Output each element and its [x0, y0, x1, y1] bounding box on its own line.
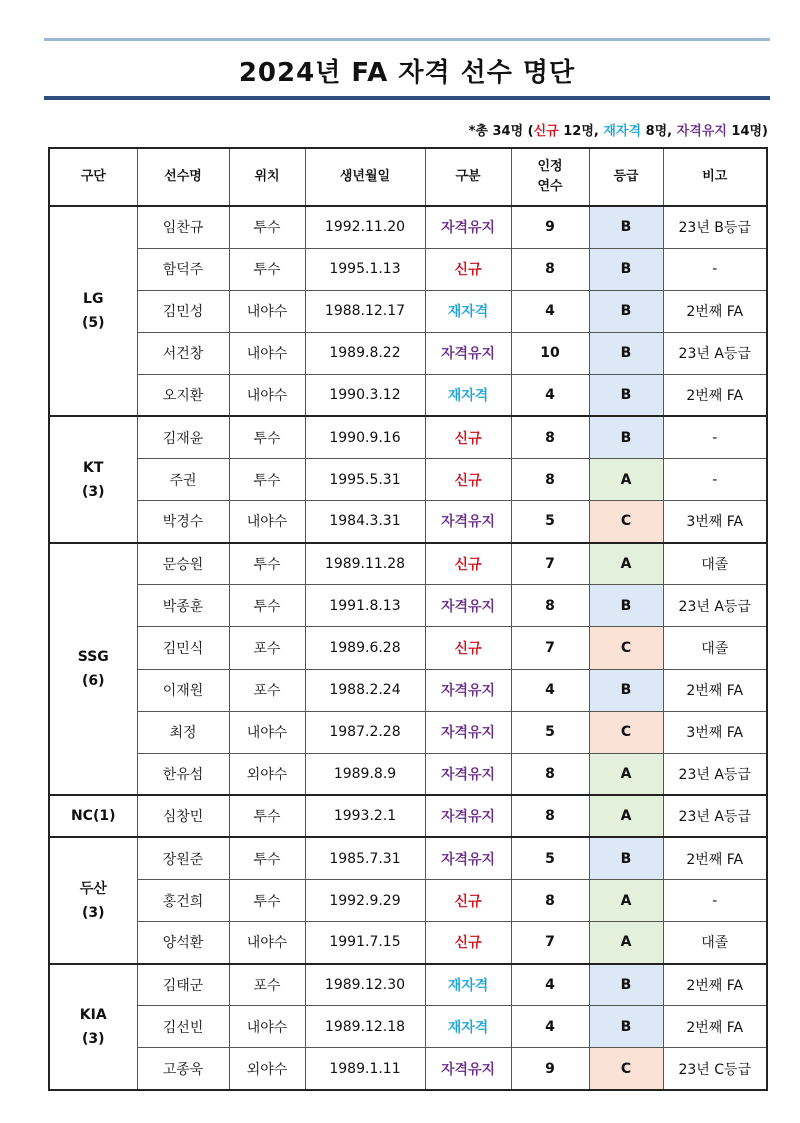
- summary-re-label: 재자격: [603, 124, 642, 139]
- table-row: [49, 206, 767, 248]
- table-row: [49, 880, 767, 922]
- table-row: [49, 585, 767, 627]
- table-row: [49, 1048, 767, 1090]
- player-grade: B: [589, 416, 663, 458]
- title-top-rule: [44, 38, 770, 41]
- title-banner: [44, 38, 770, 100]
- player-position: 포수: [229, 627, 305, 669]
- header-name: 선수명: [137, 148, 229, 206]
- roster-body: [49, 206, 767, 1090]
- team-cell: [49, 837, 137, 963]
- player-status: 자격유지: [425, 711, 511, 753]
- team-name: LG: [83, 291, 104, 308]
- player-position: 투수: [229, 880, 305, 922]
- player-years: 4: [511, 374, 589, 416]
- player-note: 2번째 FA: [663, 837, 767, 879]
- player-grade: B: [589, 206, 663, 248]
- player-status: 신규: [425, 627, 511, 669]
- table-row: [49, 795, 767, 837]
- player-years: 7: [511, 922, 589, 964]
- team-count: (1): [92, 808, 116, 825]
- player-note: 2번째 FA: [663, 1006, 767, 1048]
- player-grade: A: [589, 753, 663, 795]
- header-grade: 등급: [589, 148, 663, 206]
- player-position: 투수: [229, 795, 305, 837]
- player-name: 홍건희: [137, 880, 229, 922]
- team-name: 두산: [79, 880, 107, 897]
- player-birth: 1989.6.28: [305, 627, 425, 669]
- header-years-line1: 인정: [537, 159, 563, 174]
- header-team: 구단: [49, 148, 137, 206]
- player-years: 4: [511, 669, 589, 711]
- player-grade: B: [589, 290, 663, 332]
- player-birth: 1991.7.15: [305, 922, 425, 964]
- player-status: 신규: [425, 248, 511, 290]
- player-note: 23년 A등급: [663, 332, 767, 374]
- player-name: 김태군: [137, 964, 229, 1006]
- team-cell: [49, 795, 137, 837]
- header-status: 구분: [425, 148, 511, 206]
- player-status: 자격유지: [425, 501, 511, 543]
- player-position: 내야수: [229, 501, 305, 543]
- summary-re-count: 8명,: [641, 124, 677, 139]
- header-birth: 생년월일: [305, 148, 425, 206]
- header-years: [511, 148, 589, 206]
- table-row: [49, 248, 767, 290]
- player-years: 8: [511, 248, 589, 290]
- title-bottom-rule: [44, 96, 770, 100]
- player-birth: 1989.8.22: [305, 332, 425, 374]
- team-cell: [49, 416, 137, 542]
- player-name: 문승원: [137, 543, 229, 585]
- player-status: 자격유지: [425, 206, 511, 248]
- player-note: 2번째 FA: [663, 964, 767, 1006]
- player-status: 재자격: [425, 1006, 511, 1048]
- player-position: 내야수: [229, 290, 305, 332]
- player-position: 내야수: [229, 374, 305, 416]
- table-row: [49, 627, 767, 669]
- player-note: 23년 A등급: [663, 753, 767, 795]
- team-name: NC: [70, 808, 93, 825]
- table-row: [49, 543, 767, 585]
- player-status: 자격유지: [425, 585, 511, 627]
- player-note: 2번째 FA: [663, 290, 767, 332]
- player-position: 투수: [229, 459, 305, 501]
- player-name: 김민식: [137, 627, 229, 669]
- player-grade: C: [589, 711, 663, 753]
- player-years: 4: [511, 290, 589, 332]
- team-name: KT: [83, 459, 104, 476]
- player-birth: 1995.5.31: [305, 459, 425, 501]
- header-years-line2: 연수: [537, 179, 563, 194]
- player-years: 8: [511, 880, 589, 922]
- player-note: -: [663, 459, 767, 501]
- header-row: [49, 148, 767, 206]
- page-title: 2024년 FA 자격 선수 명단: [238, 58, 576, 88]
- team-cell: [49, 964, 137, 1090]
- player-note: -: [663, 248, 767, 290]
- player-note: 23년 A등급: [663, 585, 767, 627]
- player-grade: B: [589, 669, 663, 711]
- player-birth: 1989.12.30: [305, 964, 425, 1006]
- player-name: 김재윤: [137, 416, 229, 458]
- team-count: (6): [81, 673, 105, 690]
- player-birth: 1989.12.18: [305, 1006, 425, 1048]
- player-name: 최정: [137, 711, 229, 753]
- player-years: 4: [511, 1006, 589, 1048]
- player-status: 자격유지: [425, 1048, 511, 1090]
- table-row: [49, 964, 767, 1006]
- player-years: 10: [511, 332, 589, 374]
- player-position: 투수: [229, 837, 305, 879]
- header-position: 위치: [229, 148, 305, 206]
- player-name: 고종욱: [137, 1048, 229, 1090]
- player-status: 재자격: [425, 374, 511, 416]
- fa-roster-table: [48, 147, 768, 1091]
- player-name: 장원준: [137, 837, 229, 879]
- player-name: 주권: [137, 459, 229, 501]
- player-grade: B: [589, 332, 663, 374]
- player-position: 투수: [229, 543, 305, 585]
- player-grade: B: [589, 964, 663, 1006]
- player-birth: 1988.12.17: [305, 290, 425, 332]
- player-grade: A: [589, 880, 663, 922]
- team-count: (5): [81, 315, 105, 332]
- table-row: [49, 416, 767, 458]
- player-name: 김선빈: [137, 1006, 229, 1048]
- player-birth: 1985.7.31: [305, 837, 425, 879]
- player-note: 대졸: [663, 543, 767, 585]
- player-note: 23년 A등급: [663, 795, 767, 837]
- player-name: 임찬규: [137, 206, 229, 248]
- player-years: 5: [511, 501, 589, 543]
- player-grade: A: [589, 543, 663, 585]
- team-count: (3): [81, 483, 105, 500]
- player-status: 신규: [425, 922, 511, 964]
- player-grade: A: [589, 459, 663, 501]
- player-years: 8: [511, 795, 589, 837]
- player-position: 외야수: [229, 1048, 305, 1090]
- summary-new-label: 신규: [533, 124, 559, 139]
- player-name: 한유섬: [137, 753, 229, 795]
- player-note: 3번째 FA: [663, 501, 767, 543]
- player-status: 신규: [425, 543, 511, 585]
- player-name: 김민성: [137, 290, 229, 332]
- player-grade: C: [589, 627, 663, 669]
- player-note: 23년 B등급: [663, 206, 767, 248]
- player-years: 8: [511, 753, 589, 795]
- player-birth: 1990.9.16: [305, 416, 425, 458]
- player-grade: A: [589, 795, 663, 837]
- player-note: 대졸: [663, 922, 767, 964]
- player-position: 외야수: [229, 753, 305, 795]
- player-status: 재자격: [425, 964, 511, 1006]
- player-years: 8: [511, 459, 589, 501]
- summary-prefix: *총 34명 (: [468, 124, 534, 139]
- player-birth: 1991.8.13: [305, 585, 425, 627]
- player-birth: 1992.9.29: [305, 880, 425, 922]
- player-name: 박종훈: [137, 585, 229, 627]
- player-birth: 1989.11.28: [305, 543, 425, 585]
- table-row: [49, 837, 767, 879]
- player-name: 이재원: [137, 669, 229, 711]
- table-row: [49, 332, 767, 374]
- player-years: 9: [511, 1048, 589, 1090]
- player-years: 8: [511, 585, 589, 627]
- team-count: (3): [81, 1030, 105, 1047]
- player-name: 함덕주: [137, 248, 229, 290]
- player-name: 서건창: [137, 332, 229, 374]
- player-note: 23년 C등급: [663, 1048, 767, 1090]
- player-grade: C: [589, 1048, 663, 1090]
- player-name: 심창민: [137, 795, 229, 837]
- player-grade: B: [589, 248, 663, 290]
- player-grade: A: [589, 922, 663, 964]
- player-name: 박경수: [137, 501, 229, 543]
- summary-line: [469, 120, 768, 139]
- player-note: -: [663, 880, 767, 922]
- summary-keep-count: 14명): [726, 124, 768, 139]
- player-status: 신규: [425, 416, 511, 458]
- player-years: 9: [511, 206, 589, 248]
- player-name: 양석환: [137, 922, 229, 964]
- player-note: 2번째 FA: [663, 669, 767, 711]
- team-cell: [49, 543, 137, 796]
- player-status: 자격유지: [425, 837, 511, 879]
- player-position: 투수: [229, 416, 305, 458]
- player-years: 8: [511, 416, 589, 458]
- table-row: [49, 753, 767, 795]
- table-row: [49, 711, 767, 753]
- team-name: KIA: [79, 1006, 107, 1023]
- player-status: 자격유지: [425, 753, 511, 795]
- header-note: 비고: [663, 148, 767, 206]
- player-grade: B: [589, 837, 663, 879]
- player-position: 내야수: [229, 711, 305, 753]
- player-note: -: [663, 416, 767, 458]
- player-position: 포수: [229, 669, 305, 711]
- player-status: 자격유지: [425, 332, 511, 374]
- player-status: 신규: [425, 880, 511, 922]
- table-row: [49, 922, 767, 964]
- table-row: [49, 290, 767, 332]
- player-grade: B: [589, 374, 663, 416]
- player-birth: 1995.1.13: [305, 248, 425, 290]
- summary-keep-label: 자격유지: [676, 124, 727, 139]
- table-row: [49, 459, 767, 501]
- player-position: 포수: [229, 964, 305, 1006]
- player-position: 투수: [229, 585, 305, 627]
- player-birth: 1990.3.12: [305, 374, 425, 416]
- player-grade: B: [589, 1006, 663, 1048]
- player-birth: 1988.2.24: [305, 669, 425, 711]
- player-name: 오지환: [137, 374, 229, 416]
- player-note: 대졸: [663, 627, 767, 669]
- table-row: [49, 669, 767, 711]
- player-years: 5: [511, 837, 589, 879]
- player-birth: 1989.1.11: [305, 1048, 425, 1090]
- player-years: 7: [511, 543, 589, 585]
- player-position: 내야수: [229, 922, 305, 964]
- player-status: 자격유지: [425, 669, 511, 711]
- table-row: [49, 1006, 767, 1048]
- player-years: 5: [511, 711, 589, 753]
- team-name: SSG: [77, 649, 109, 666]
- player-grade: B: [589, 585, 663, 627]
- summary-new-count: 12명,: [558, 124, 604, 139]
- player-status: 자격유지: [425, 795, 511, 837]
- player-position: 투수: [229, 206, 305, 248]
- player-grade: C: [589, 501, 663, 543]
- player-years: 4: [511, 964, 589, 1006]
- player-birth: 1984.3.31: [305, 501, 425, 543]
- player-position: 내야수: [229, 1006, 305, 1048]
- player-note: 3번째 FA: [663, 711, 767, 753]
- player-note: 2번째 FA: [663, 374, 767, 416]
- player-birth: 1989.8.9: [305, 753, 425, 795]
- player-position: 투수: [229, 248, 305, 290]
- player-birth: 1992.11.20: [305, 206, 425, 248]
- player-birth: 1993.2.1: [305, 795, 425, 837]
- player-status: 재자격: [425, 290, 511, 332]
- player-birth: 1987.2.28: [305, 711, 425, 753]
- team-cell: [49, 206, 137, 416]
- table-row: [49, 501, 767, 543]
- player-status: 신규: [425, 459, 511, 501]
- player-years: 7: [511, 627, 589, 669]
- table-row: [49, 374, 767, 416]
- player-position: 내야수: [229, 332, 305, 374]
- team-count: (3): [81, 904, 105, 921]
